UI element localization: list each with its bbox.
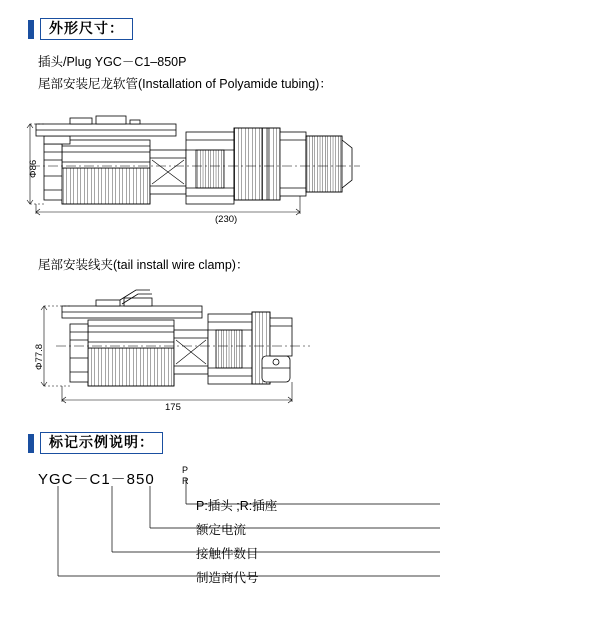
section-heading-dimensions-label: 外形尺寸： bbox=[40, 18, 133, 40]
marking-legend-0: P:插头 ;R:插座 bbox=[196, 499, 278, 513]
marking-code: YGC－C1－850 bbox=[38, 471, 155, 488]
marking-suffix-bottom: R bbox=[182, 476, 189, 486]
marking-legend-3: 制造商代号 bbox=[196, 571, 259, 585]
figure2-height-label: Φ77.8 bbox=[34, 343, 45, 370]
figure1-height-label: Φ86 bbox=[28, 159, 39, 178]
marking-legend-2: 接触件数目 bbox=[196, 547, 259, 561]
marking-legend-1: 额定电流 bbox=[196, 523, 247, 537]
marking-suffix-top: P bbox=[182, 465, 189, 475]
plug-line-2: 尾部安装尼龙软管(Installation of Polyamide tubing)： bbox=[38, 77, 332, 91]
accent-bar-2 bbox=[28, 434, 34, 453]
plug-line-1: 插头/Plug YGC－C1–850P bbox=[38, 55, 187, 69]
section-heading-marking bbox=[28, 432, 163, 454]
section-heading-marking-label: 标记示例说明： bbox=[40, 432, 163, 454]
clamp-line-1: 尾部安装线夹(tail install wire clamp)： bbox=[38, 258, 249, 272]
figure2-length-label: 175 bbox=[165, 402, 181, 413]
figure1-length-label: (230) bbox=[215, 214, 238, 225]
